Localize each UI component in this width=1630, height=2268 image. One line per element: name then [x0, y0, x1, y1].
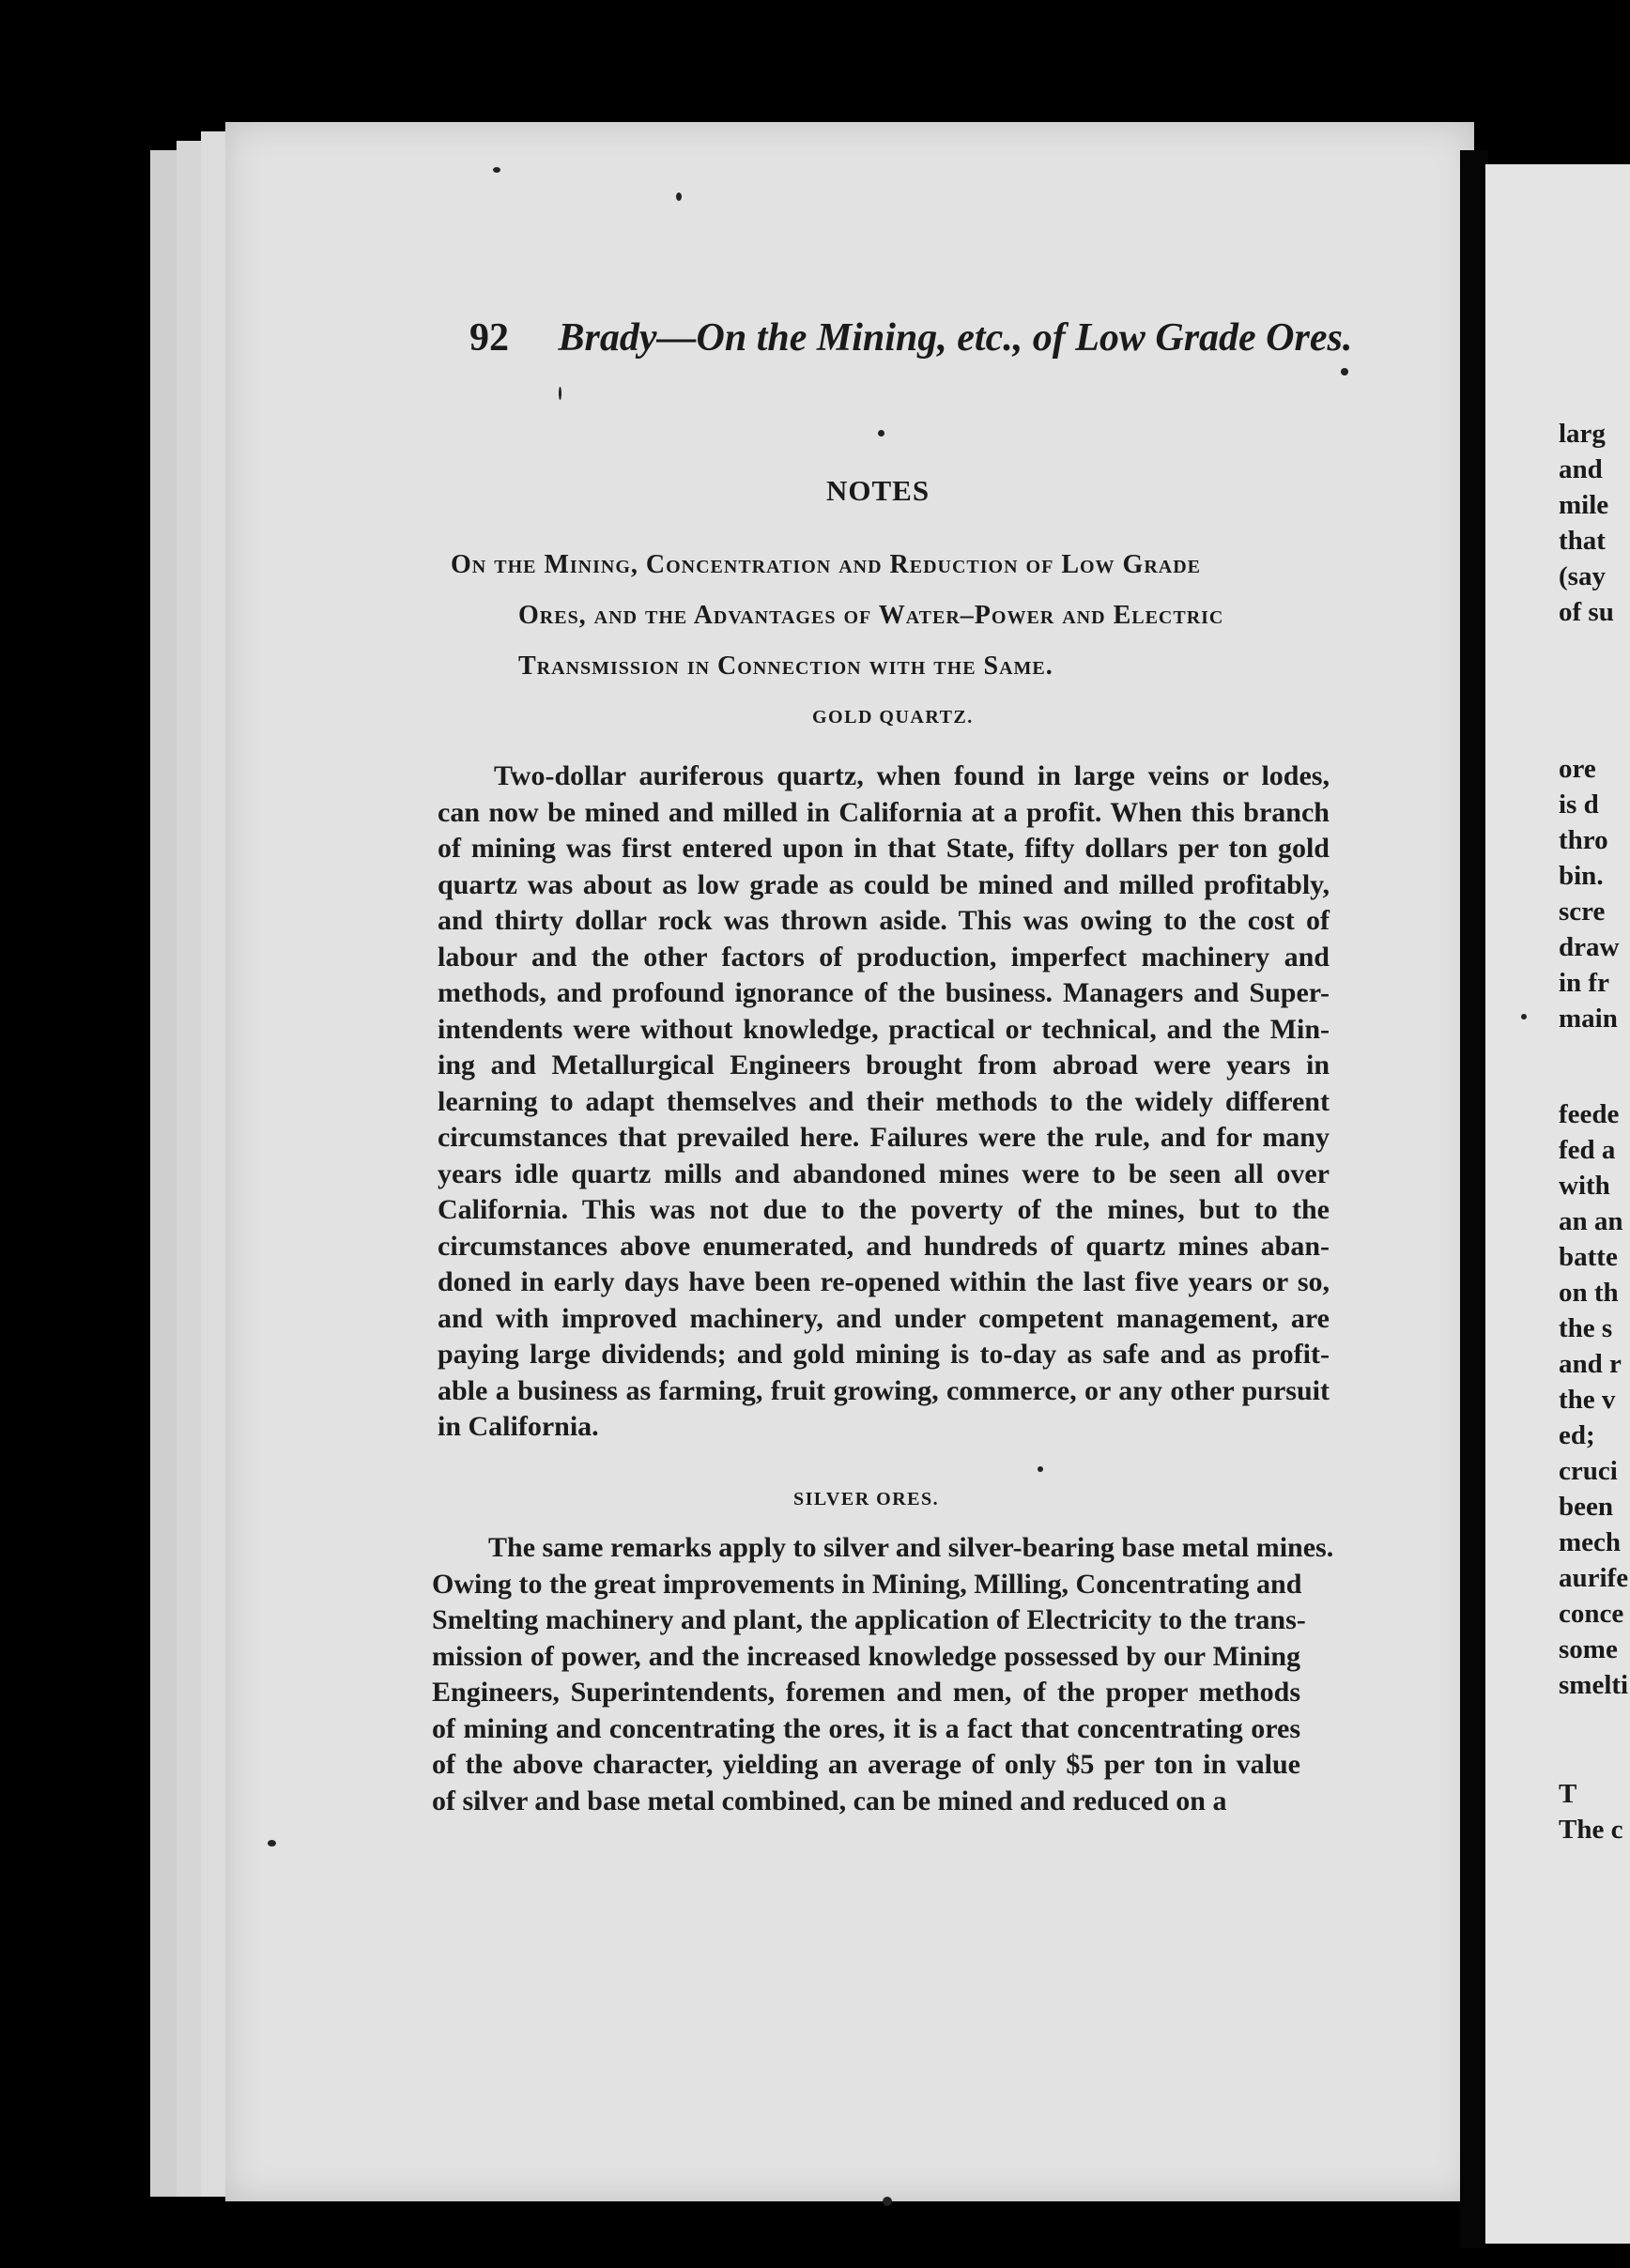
subtitle-line: Ores, and the Advantages of Water–Power and Electric: [518, 601, 1224, 630]
facing-page-column: [1559, 1776, 1630, 1847]
facing-page-fragment: (say: [1559, 561, 1606, 591]
article-subtitle: [451, 540, 1371, 692]
facing-page-fragment: batte: [1559, 1242, 1618, 1272]
article-title: NOTES: [826, 474, 930, 507]
facing-page-column: [1559, 416, 1630, 630]
text-line: Two-dollar auriferous quartz, when found in large veins or lodes,: [494, 760, 1330, 791]
text-line: can now be mined and milled in California at a profit. When this branch: [438, 796, 1330, 828]
text-line: circumstances that prevailed here. Failures were the rule, and for many: [438, 1122, 1330, 1153]
text-line: and thirty dollar rock was thrown aside. This was owing to the cost of: [438, 905, 1330, 936]
section-heading-silver: SILVER ORES.: [793, 1489, 940, 1509]
facing-page-fragment: on th: [1559, 1278, 1619, 1308]
book-gutter: [1460, 150, 1488, 2248]
text-line: of mining was first entered upon in that State, fifty dollars per ton gold: [438, 833, 1330, 864]
text-line: of mining and concentrating the ores, it is a fact that concentrating ores: [432, 1712, 1300, 1744]
scan-speck: [1341, 368, 1348, 375]
facing-page-fragment: main: [1559, 1004, 1618, 1034]
text-line: and with improved machinery, and under competent management, are: [438, 1302, 1330, 1334]
subtitle-line: Transmission in Connection with the Same.: [518, 651, 1053, 681]
facing-page-fragment: the s: [1559, 1313, 1613, 1343]
scan-speck: [559, 387, 561, 400]
text-line: The same remarks apply to silver and silver-bearing base metal mines.: [488, 1532, 1334, 1563]
facing-page-fragment: larg: [1559, 419, 1606, 449]
facing-page-fragment: of su: [1559, 597, 1614, 627]
facing-page-fragment: smelti: [1559, 1670, 1629, 1700]
facing-page-fragment: mile: [1559, 490, 1609, 520]
gold-quartz-paragraph: [438, 759, 1330, 1446]
facing-page-fragment: the v: [1559, 1385, 1616, 1415]
text-line: in California.: [438, 1411, 599, 1442]
text-line: paying large dividends; and gold mining is to-day as safe and as profit-: [438, 1339, 1330, 1370]
running-head: [469, 315, 1353, 372]
text-line: methods, and profound ignorance of the business. Managers and Super-: [438, 977, 1330, 1008]
text-line: quartz was about as low grade as could be mined and milled profitably,: [438, 868, 1330, 900]
facing-page-column: [1559, 1096, 1630, 1703]
text-line: doned in early days have been re-opened within the last five years or so,: [438, 1266, 1330, 1297]
text-line: of silver and base metal combined, can be mined and reduced on a: [432, 1785, 1227, 1816]
text-line: California. This was not due to the poverty of the mines, but to the: [438, 1194, 1330, 1225]
facing-page-column: [1559, 751, 1630, 1036]
facing-page-fragment: The c: [1559, 1815, 1623, 1845]
facing-page-fragment: ore: [1559, 754, 1596, 784]
facing-page-fragment: thro: [1559, 825, 1608, 855]
facing-page-fragment: scre: [1559, 896, 1606, 927]
facing-page-fragment: in fr: [1559, 968, 1609, 998]
subtitle-line: On the Mining, Concentration and Reduction of Low Grade: [451, 550, 1202, 579]
facing-page-fragment: conce: [1559, 1599, 1624, 1629]
text-line: labour and the other factors of production, imperfect machinery and: [438, 941, 1330, 973]
facing-page-fragment: an an: [1559, 1206, 1623, 1236]
facing-page-fragment: been: [1559, 1492, 1613, 1522]
text-line: circumstances above enumerated, and hundreds of quartz mines aban-: [438, 1230, 1330, 1262]
facing-page-fragment: and r: [1559, 1349, 1622, 1379]
scan-speck: [493, 167, 500, 173]
facing-page-fragment: and: [1559, 454, 1603, 484]
text-line: of the above character, yielding an average of only $5 per ton in value: [432, 1749, 1300, 1780]
facing-page-fragment: with: [1559, 1171, 1610, 1201]
text-line: mission of power, and the increased knowledge possessed by our Mining: [432, 1640, 1300, 1672]
scan-speck: [676, 192, 682, 201]
scan-speck: [1521, 1014, 1527, 1019]
facing-page-fragment: mech: [1559, 1527, 1622, 1557]
running-title: Brady—On the Mining, etc., of Low Grade Ores.: [558, 316, 1353, 360]
scan-speck: [878, 430, 884, 437]
page-edge: [150, 150, 179, 2197]
text-line: ing and Metallurgical Engineers brought from abroad were years in: [438, 1050, 1330, 1080]
facing-page-fragment: aurife: [1559, 1563, 1629, 1593]
text-line: able a business as farming, fruit growing, commerce, or any other pursuit: [438, 1374, 1330, 1406]
facing-page-fragment: bin.: [1559, 861, 1604, 891]
text-line: Engineers, Superintendents, foremen and men, of the proper methods: [432, 1677, 1300, 1708]
facing-page-fragment: feede: [1559, 1099, 1620, 1129]
scan-speck: [883, 2197, 892, 2206]
scan-speck: [268, 1840, 276, 1847]
silver-ores-paragraph: [432, 1530, 1334, 1819]
text-line: learning to adapt themselves and their methods to the widely different: [438, 1085, 1330, 1117]
facing-page-fragment: cruci: [1559, 1456, 1618, 1486]
facing-page-fragment: that: [1559, 526, 1606, 556]
scan-speck: [1038, 1466, 1043, 1472]
facing-page-fragment: ed;: [1559, 1420, 1595, 1450]
facing-page-fragment: draw: [1559, 932, 1620, 962]
text-line: years idle quartz mills and abandoned mines were to be seen all over: [438, 1157, 1330, 1189]
facing-page-fragment: fed a: [1559, 1135, 1616, 1165]
text-line: intendents were without knowledge, practical or technical, and the Min-: [438, 1013, 1330, 1045]
page-number: 92: [469, 316, 509, 360]
facing-page-fragment: is d: [1559, 789, 1599, 820]
facing-page-fragment: some: [1559, 1634, 1618, 1664]
section-heading-gold: GOLD QUARTZ.: [812, 707, 974, 728]
facing-page-fragment: T: [1559, 1779, 1577, 1809]
text-line: Owing to the great improvements in Mining, Milling, Concentrating and: [432, 1568, 1302, 1600]
text-line: Smelting machinery and plant, the application of Electricity to the trans-: [432, 1604, 1306, 1635]
